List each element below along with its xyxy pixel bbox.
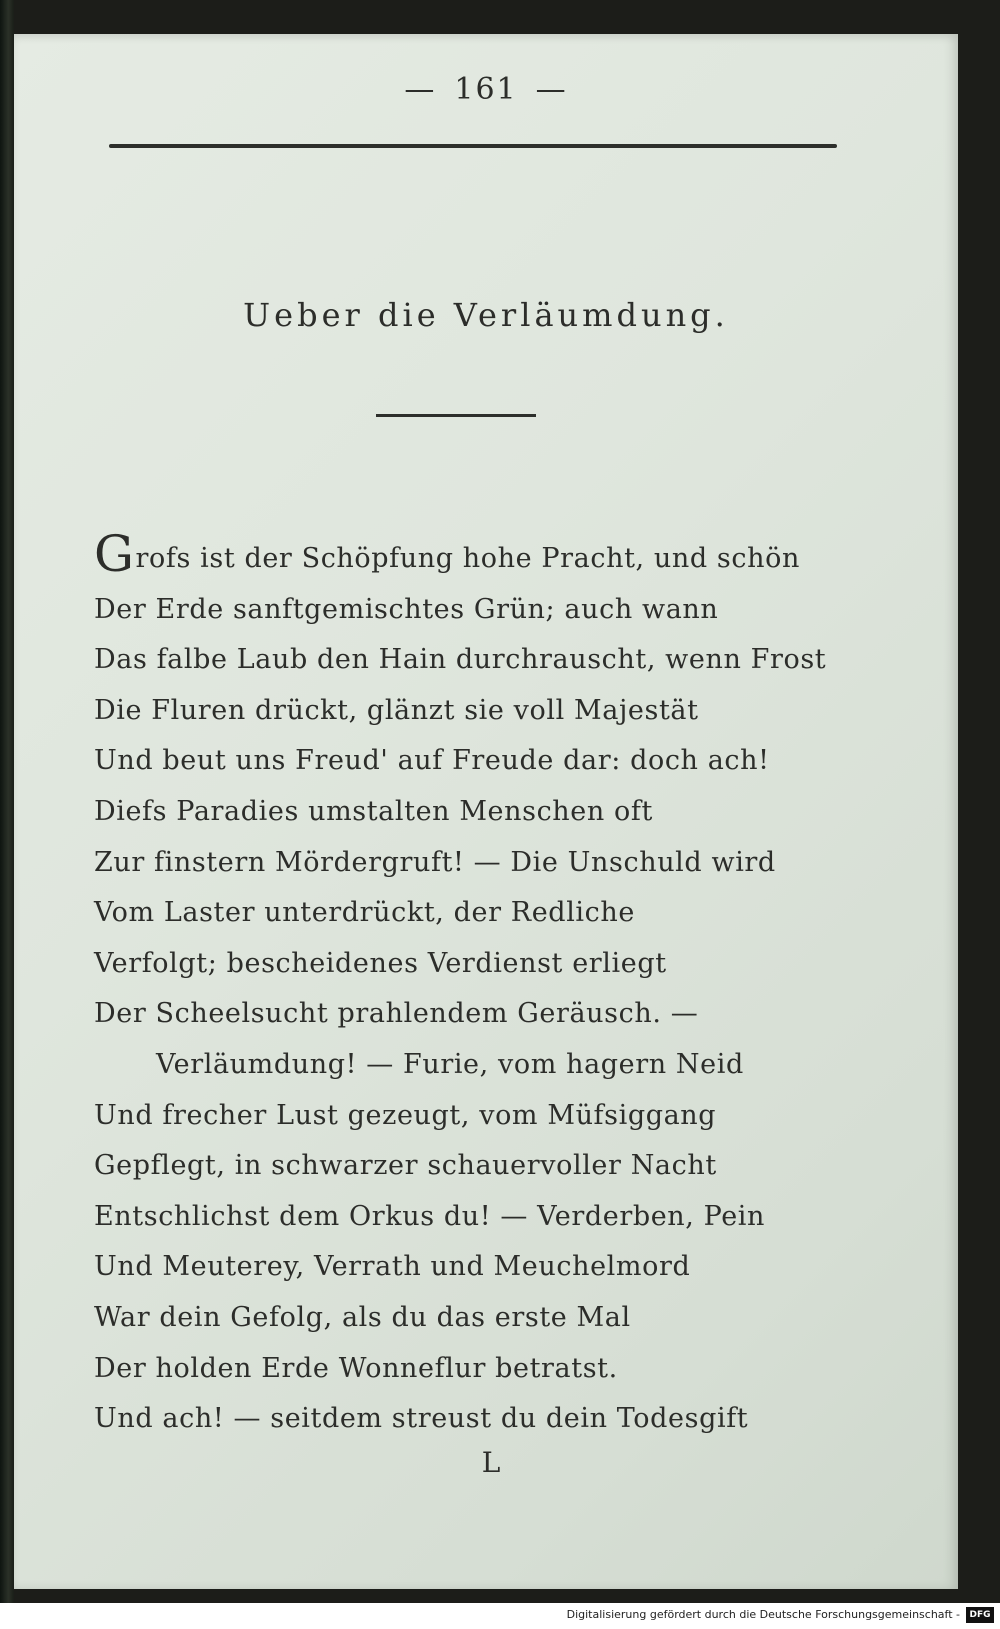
header-dash-right: — xyxy=(535,72,568,107)
poem-line xyxy=(94,1141,854,1192)
poem-line-text: Zur finstern Mördergruft! — Die Unschuld wird xyxy=(94,846,776,878)
poem-line xyxy=(94,939,854,990)
signature-mark: L xyxy=(481,1446,501,1479)
poem-line-text: Entschlichst dem Orkus du! — Verderben, Pein xyxy=(94,1200,765,1232)
title-rule xyxy=(376,414,536,417)
page-number-header xyxy=(14,72,958,107)
poem-line-text: Die Fluren drückt, glänzt sie voll Majestät xyxy=(94,694,699,726)
poem-line-text: Das falbe Laub den Hain durchrauscht, wenn Frost xyxy=(94,644,827,676)
poem-line xyxy=(94,1192,854,1243)
poem-line-text: Und frecher Lust gezeugt, vom Müfsiggang xyxy=(94,1099,717,1131)
poem-line xyxy=(94,585,854,636)
page-number: 161 xyxy=(454,72,518,107)
poem-line-text: Der Scheelsucht prahlendem Geräusch. — xyxy=(94,998,699,1030)
poem-line-text: rofs ist der Schöpfung hohe Pracht, und schön xyxy=(135,543,800,574)
poem-line-text: Verfolgt; bescheidenes Verdienst erliegt xyxy=(94,947,667,979)
digitization-footer xyxy=(0,1603,1000,1629)
header-dash-left: — xyxy=(404,72,437,107)
drop-cap: G xyxy=(94,525,135,583)
poem-line xyxy=(94,787,854,838)
poem-line-text: Und beut uns Freud' auf Freude dar: doch ach! xyxy=(94,745,770,777)
poem-line xyxy=(94,1242,854,1293)
poem-line xyxy=(94,1344,854,1395)
poem-line-text: Vom Laster unterdrückt, der Redliche xyxy=(94,897,635,929)
poem-line xyxy=(94,1091,854,1142)
poem-line-text: Gepflegt, in schwarzer schauervoller Nacht xyxy=(94,1150,717,1182)
poem-line xyxy=(94,635,854,686)
book-page xyxy=(14,34,958,1589)
poem-line-text: Der holden Erde Wonneflur betratst. xyxy=(94,1352,618,1384)
footer-credit: Digitalisierung gefördert durch die Deutsche Forschungsgemeinschaft - xyxy=(566,1608,960,1621)
poem-line-text: War dein Gefolg, als du das erste Mal xyxy=(94,1301,631,1333)
poem-line-text: Verläumdung! — Furie, vom hagern Neid xyxy=(156,1048,744,1080)
poem-line xyxy=(94,525,854,585)
poem-line-text: Und Meuterey, Verrath und Meuchelmord xyxy=(94,1251,691,1283)
poem-line xyxy=(94,1040,854,1091)
poem-title: Ueber die Verläumdung. xyxy=(243,296,729,334)
poem-line xyxy=(94,888,854,939)
header-rule xyxy=(109,144,837,148)
poem-line xyxy=(94,838,854,889)
book-binding-edge xyxy=(0,0,14,1629)
poem-line-text: Der Erde sanftgemischtes Grün; auch wann xyxy=(94,593,719,625)
poem-line xyxy=(94,1293,854,1344)
poem-line xyxy=(94,989,854,1040)
poem-body xyxy=(94,525,854,1445)
dfg-logo: DFG xyxy=(966,1607,994,1623)
poem-line xyxy=(94,1394,854,1445)
poem-line-text: Und ach! — seitdem streust du dein Todesgift xyxy=(94,1403,749,1435)
poem-line-text: Diefs Paradies umstalten Menschen oft xyxy=(94,795,653,827)
poem-line xyxy=(94,736,854,787)
poem-line xyxy=(94,686,854,737)
